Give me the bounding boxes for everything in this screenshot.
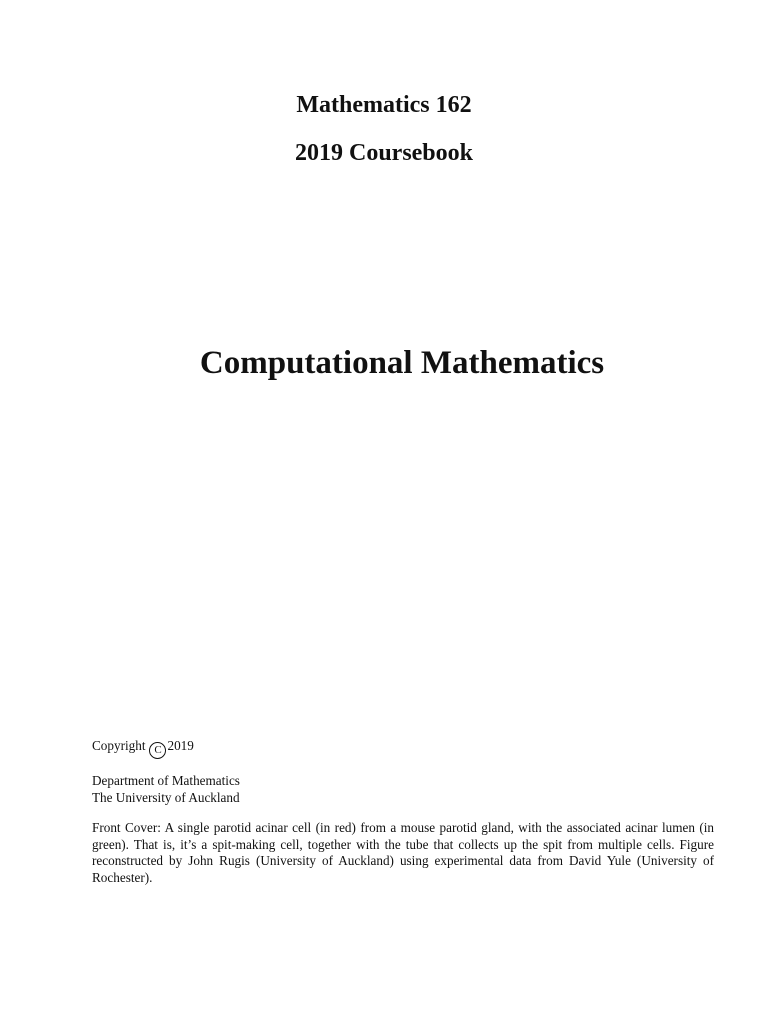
course-title: Mathematics 162 xyxy=(296,92,472,118)
front-cover-note: Front Cover: A single parotid acinar cell (in red) from a mouse parotid gland, with the associated acinar lumen (in green). That is, it’s a spit-making cell, together with the tube that collects up the spit from multiple cells. Figure reconstructed by John Rugis (University of Auckland) using experimental data from David Yule (University of Rochester). xyxy=(92,820,714,885)
front-matter xyxy=(92,738,714,886)
main-title: Computational Mathematics xyxy=(199,345,605,381)
department-name: Department of Mathematics xyxy=(92,773,240,788)
university-name: The University of Auckland xyxy=(92,789,240,805)
copyright-year: 2019 xyxy=(167,738,194,753)
copyright-label: Copyright xyxy=(92,738,146,753)
coursebook-title: 2019 Coursebook xyxy=(294,140,474,166)
copyright-icon: C xyxy=(149,742,166,759)
copyright-line xyxy=(92,738,714,759)
